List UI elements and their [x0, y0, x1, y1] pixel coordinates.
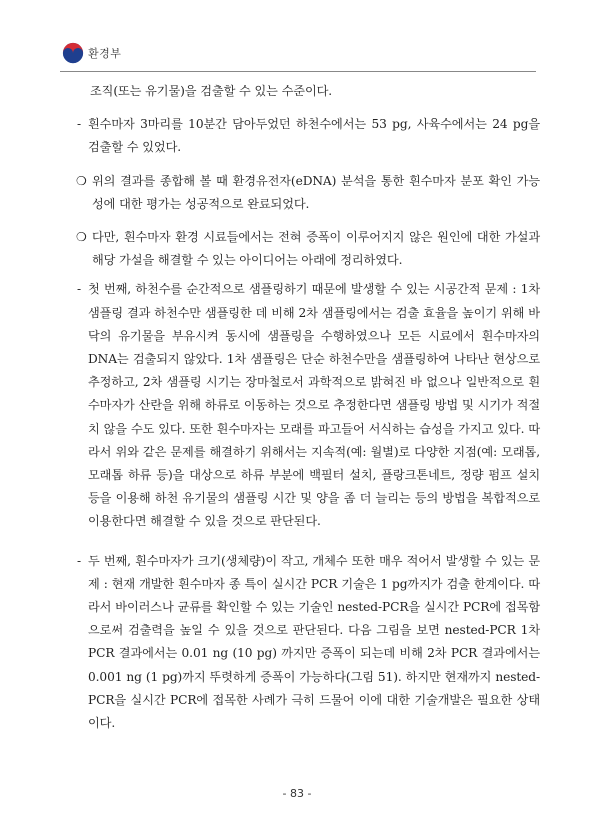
paragraph-text: 두 번째, 흰수마자가 크기(생체량)이 작고, 개체수 또한 매우 적어서 발생할 수 있는 문제 : 현재 개발한 흰수마자 종 특이 실시간 PCR 기술은 1 pg까지가 검출 한계이다. 따라서 바이러스나 균류를 확인할 수 있는 기술인 nested-PCR을 실시간 PCR에 접목함으로써 검출력을 높일 수 있을 것으로 판단된다. 다음 그림을 보면 nested-PCR 1차 PCR 결과에서는 0.01 ng (10 pg) 까지만 증폭이 되는데 비해 2차 PCR 결과에서는 0.001 ng (1 pg)까지 뚜렷하게 증폭이 가능하다(그림 51). 하지만 현재까지 nested-PCR을 실시간 PCR에 접목한 사례가 극히 드물어 이에 대한 기술개발은 필요한 상태이다. — [88, 553, 540, 731]
dash-marker: - — [77, 553, 82, 568]
paragraph-text: 다만, 흰수마자 환경 시료들에서는 전혀 증폭이 이루어지지 않은 원인에 대한 가설과 해당 가설을 해결할 수 있는 아이디어는 아래에 정리하였다. — [92, 230, 540, 268]
dash-item — [60, 550, 540, 736]
dash-item — [60, 278, 540, 533]
document-body — [60, 80, 540, 735]
dash-marker: - — [77, 117, 82, 132]
circle-bullet-icon: ❍ — [76, 173, 87, 188]
government-emblem-icon — [62, 42, 84, 64]
header-divider — [60, 71, 536, 72]
org-name: 환경부 — [88, 47, 122, 60]
paragraph-text: 위의 결과를 종합해 볼 때 환경유전자(eDNA) 분석을 통한 흰수마자 분포 확인 가능성에 대한 평가는 성공적으로 완료되었다. — [92, 173, 540, 211]
dash-marker: - — [77, 282, 82, 297]
circle-bullet-item — [60, 170, 540, 216]
paragraph-text: 조직(또는 유기물)을 검출할 수 있는 수준이다. — [90, 84, 333, 98]
circle-bullet-item — [60, 226, 540, 272]
page-number: - 83 - — [282, 787, 312, 800]
paragraph-text: 첫 번째, 하천수를 순간적으로 샘플링하기 때문에 발생할 수 있는 시공간적 문제 : 1차 샘플링 결과 하천수만 샘플링한 데 비해 2차 샘플링에서는 검출 효율을 높이기 위해 바닥의 유기물을 부유시켜 동시에 샘플링을 수행하였으나 모든 시료에서 흰수마자의 DNA는 검출되지 않았다. 1차 샘플링은 단순 하천수만을 샘플링하여 나타난 현상으로 추정하고, 2차 샘플링 시기는 장마철로서 과학적으로 밝혀진 바 없으나 일반적으로 흰수마자가 산란을 위해 하류로 이동하는 것으로 추정한다면 샘플링 방법 및 시기가 적절치 않을 수도 있다. 또한 흰수마자는 모래를 파고들어 서식하는 습성을 가지고 있다. 따라서 위와 같은 문제를 해결하기 위해서는 지속적(예: 월별)로 다양한 지점(예: 모래톱, 모래톱 하류 등)을 대상으로 하류 부분에 백필터 설치, 플랑크톤네트, 정량 펌프 설치 등을 이용해 하천 유기물의 샘플링 시간 및 양을 좀 더 늘리는 등의 방법을 복합적으로 이용한다면 해결할 수 있을 것으로 판단된다. — [88, 282, 540, 529]
page-header — [62, 41, 121, 65]
circle-bullet-icon: ❍ — [76, 230, 87, 245]
dash-item — [60, 113, 540, 159]
paragraph-text: 흰수마자 3마리를 10분간 담아두었던 하천수에서는 53 pg, 사육수에서는 24 pg을 검출할 수 있었다. — [88, 117, 540, 155]
paragraph-continuation — [60, 80, 540, 103]
